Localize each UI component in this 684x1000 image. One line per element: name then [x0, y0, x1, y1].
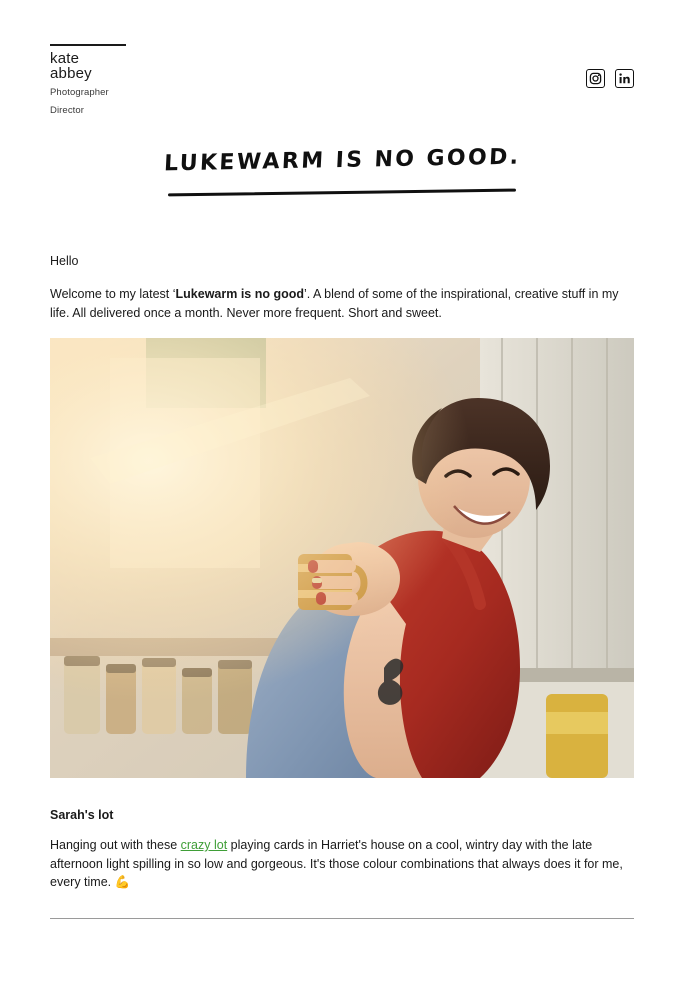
footer-divider — [50, 918, 634, 919]
story-section — [50, 808, 634, 892]
brand-logo[interactable] — [50, 44, 200, 116]
intro-pre: Welcome to my latest ‘ — [50, 287, 176, 301]
hero-photo — [50, 338, 634, 778]
intro-paragraph — [50, 285, 634, 322]
intro-block — [50, 253, 634, 322]
social-links — [586, 69, 634, 88]
brand-role-line2: Director — [50, 104, 85, 116]
section-body — [50, 836, 634, 892]
hero-title-wrap — [0, 144, 684, 177]
brand-name-line1: kate — [50, 50, 80, 67]
section-body-post: playing cards in Harriet's house on a cool, wintry day with the late afternoon light spilling in so low and gorgeous. It's those colour combinations that always does it for me, every time. — [50, 838, 623, 889]
brand-name-line2: abbey — [50, 65, 92, 82]
intro-post: ’. A blend of some of the inspirational, creative stuff in my life. All delivered once a month. Never more frequent. Short and sweet. — [50, 287, 619, 320]
hero-title: LUKEWARM IS NO GOOD. — [163, 144, 521, 177]
logo-rule — [50, 44, 126, 46]
greeting-text: Hello — [50, 254, 79, 268]
hero-underline — [168, 189, 516, 197]
header — [50, 44, 634, 124]
intro-bold: Lukewarm is no good — [175, 287, 305, 301]
instagram-icon[interactable] — [586, 69, 605, 88]
flexed-biceps-emoji: 💪 — [114, 874, 131, 889]
linkedin-icon[interactable] — [615, 69, 634, 88]
section-title: Sarah's lot — [50, 808, 114, 822]
crazy-lot-link[interactable]: crazy lot — [180, 838, 228, 852]
brand-role-line1: Photographer — [50, 87, 109, 98]
section-body-pre: Hanging out with these — [50, 838, 181, 852]
